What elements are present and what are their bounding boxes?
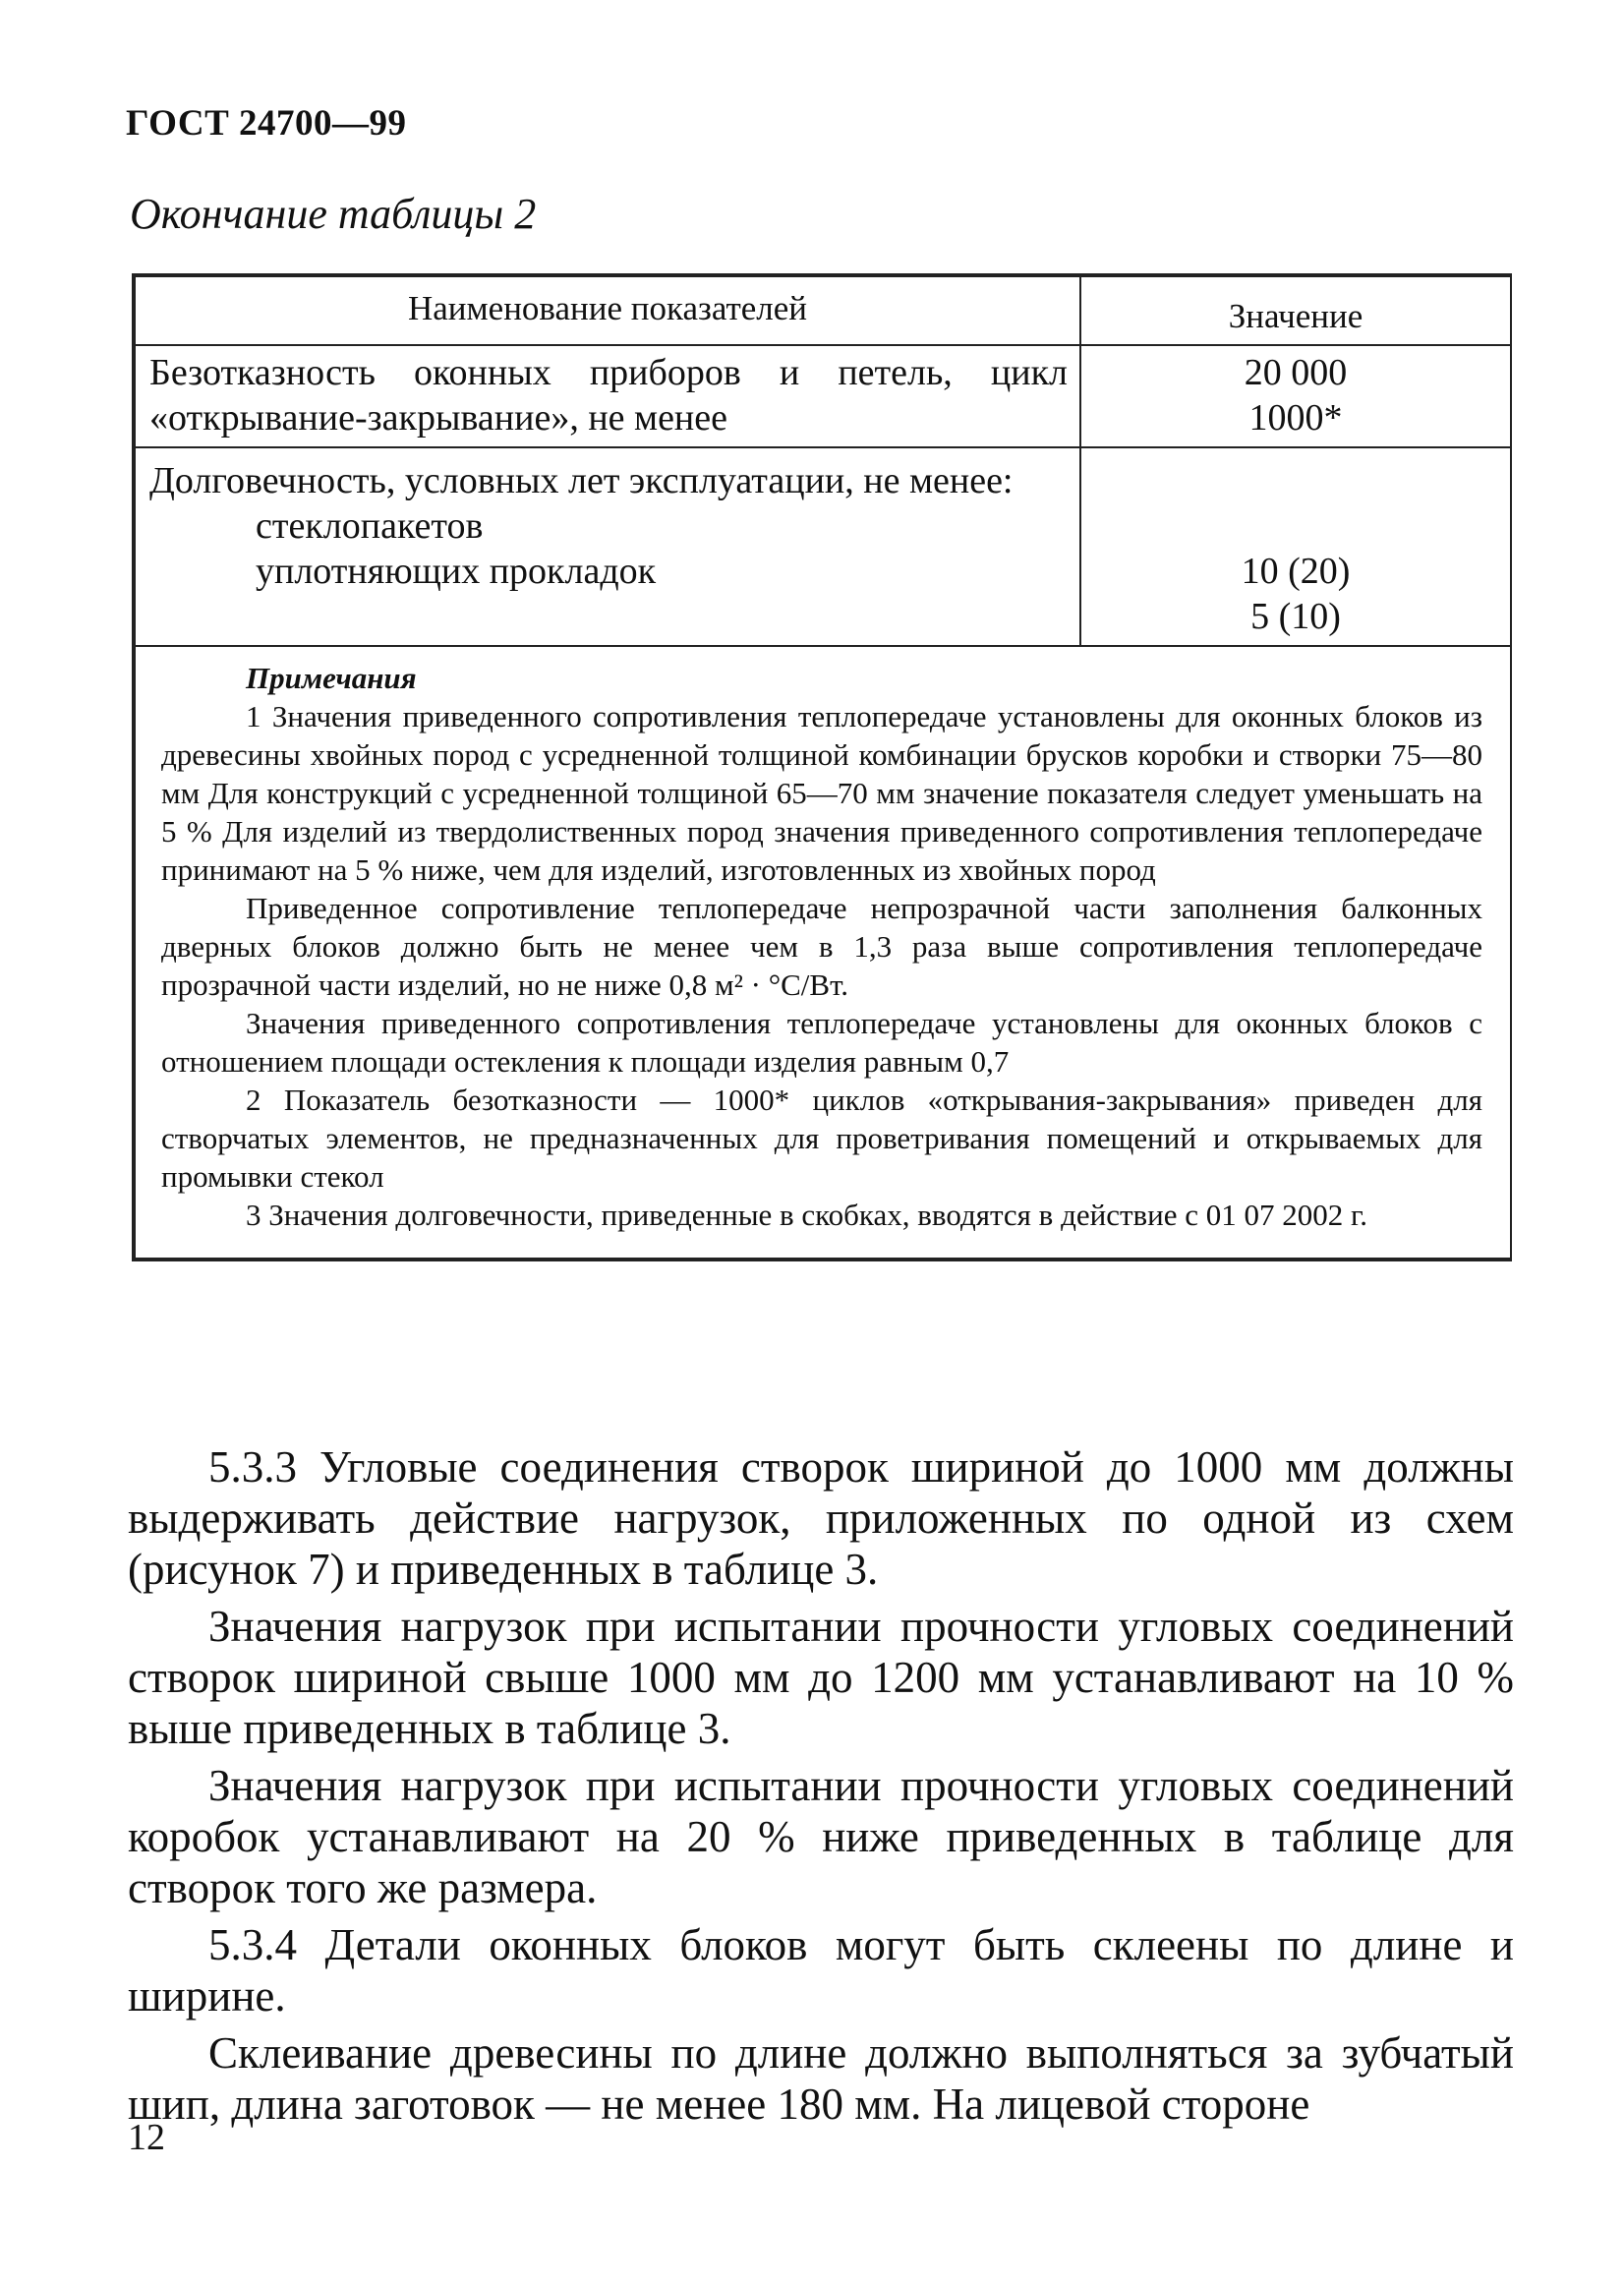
durability-label: Долговечность, условных лет эксплуатации, не менее:: [149, 460, 1014, 501]
notes-row: [135, 646, 1511, 1259]
note-item: Приведенное сопротивление теплопередаче непрозрачной части заполнения балконных дверных блоков должно быть не менее чем в 1,3 раза выше сопротивления теплопередаче прозрачной части изделий, но не ниже 0,8 м² · °С/Вт.: [161, 891, 1482, 1002]
paragraph: Склеивание древесины по длине должно выполняться за зубчатый шип, длина заготовок — не менее 180 мм. На лицевой стороне: [128, 2028, 1514, 2129]
row-values-durability: [1080, 447, 1511, 646]
paragraph: Значения нагрузок при испытании прочности угловых соединений створок шириной свыше 1000 мм до 1200 мм устанавливают на 10 % выше приведенных в таблице 3.: [128, 1602, 1514, 1753]
table-row: [135, 447, 1511, 646]
value-cycles-starred: 1000*: [1248, 397, 1343, 439]
value-cycles: 20 000: [1244, 352, 1348, 393]
note-item: Значения приведенного сопротивления теплопередаче установлены для оконных блоков с отношением площади остекления к площади изделия равным 0,7: [161, 1006, 1482, 1079]
column-header-value: Значение: [1080, 276, 1511, 345]
paragraph: Значения нагрузок при испытании прочности угловых соединений коробок устанавливают на 20 % ниже приведенных в таблице для створок того же размера.: [128, 1761, 1514, 1912]
document-id: ГОСТ 24700—99: [126, 103, 407, 144]
notes-title: Примечания: [246, 661, 417, 695]
paragraph-5-3-3: 5.3.3 Угловые соединения створок шириной до 1000 мм должны выдерживать действие нагрузок, приложенных по одной из схем (рисунок 7) и приведенных в таблице 3.: [128, 1442, 1514, 1594]
table-caption: Окончание таблицы 2: [130, 190, 537, 238]
page-number: 12: [128, 2117, 165, 2158]
table-row: [135, 345, 1511, 447]
row-name-reliability: Безотказность оконных приборов и петель, цикл «открывание-закрывание», не менее: [135, 345, 1080, 447]
subitem-label-seals: уплотняющих прокладок: [256, 551, 657, 592]
row-values-reliability: [1080, 345, 1511, 447]
notes-cell: [135, 646, 1511, 1259]
note-item: 2 Показатель безотказности — 1000* циклов «открывания-закрывания» приведен для створчатых элементов, не предназначенных для проветривания помещений и открываемых для промывки стекол: [161, 1083, 1482, 1194]
paragraph-5-3-4: 5.3.4 Детали оконных блоков могут быть склеены по длине и ширине.: [128, 1920, 1514, 2021]
body-text: [128, 1441, 1514, 2136]
value-glass-units: 10 (20): [1241, 551, 1351, 592]
table-header-row: [135, 276, 1511, 345]
note-item: 1 Значения приведенного сопротивления теплопередаче установлены для оконных блоков из древесины хвойных пород с усредненной толщиной комбинации брусков коробки и створки 75—80 мм Для конструкций с усредненной толщиной 65—70 мм значение показателя следует уменьшать на 5 % Для изделий из твердолиственных пород значения приведенного сопротивления теплопередаче принимают на 5 % ниже, чем для изделий, изготовленных из хвойных пород: [161, 699, 1482, 887]
subitem-label-glass-units: стеклопакетов: [256, 505, 484, 547]
note-item: 3 Значения долговечности, приведенные в скобках, вводятся в действие с 01 07 2002 г.: [246, 1198, 1367, 1232]
value-seals: 5 (10): [1250, 596, 1341, 637]
column-header-name: Наименование показателей: [135, 276, 1080, 345]
properties-table: [132, 273, 1512, 1261]
row-name-durability: [135, 447, 1080, 646]
